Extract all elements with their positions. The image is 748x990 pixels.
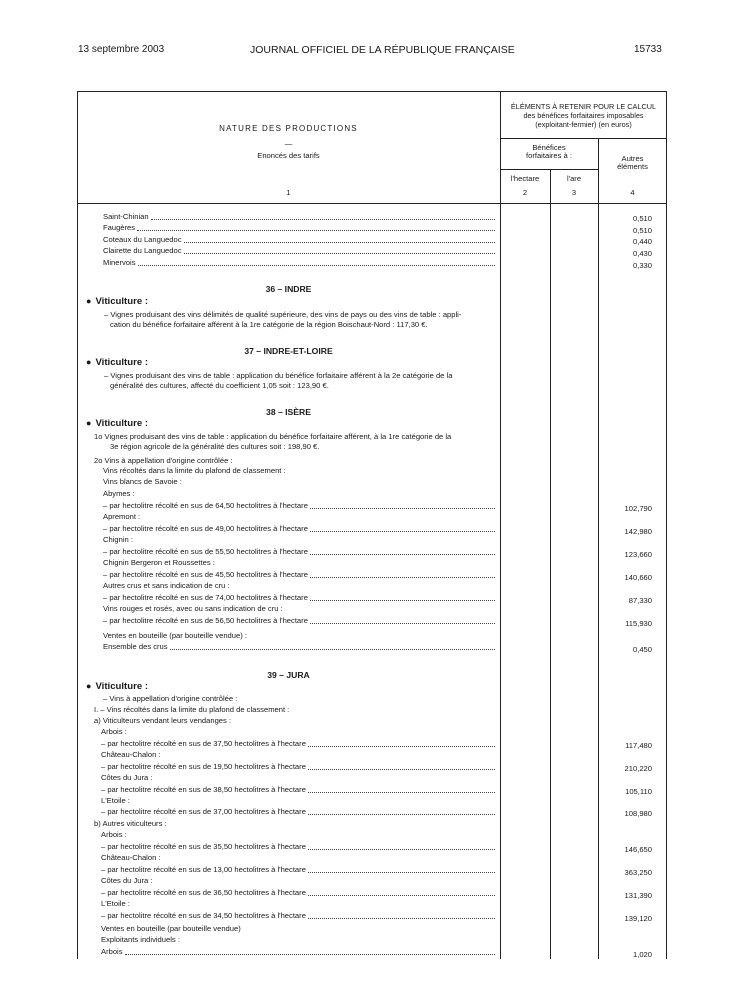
list-item: – par hectolitre récolté en sus de 56,50 hectolitres à l'hectare [103, 616, 497, 626]
wine-name: Chignin : [103, 535, 133, 544]
wine-name: Chignin Bergeron et Roussettes : [103, 558, 215, 567]
list-item: Ensemble des crus [103, 642, 497, 652]
row-value: 0,510 [632, 214, 652, 223]
paragraph-line: b) Autres viticulteurs : [94, 819, 167, 828]
section-title-jura: 39 – JURA [267, 670, 310, 680]
wine-name: Abymes : [103, 489, 135, 498]
bullet-icon: ● [86, 418, 92, 428]
column-rule-1 [500, 91, 501, 959]
autres-heading-1: Autres [621, 154, 644, 163]
autres-heading-2: éléments [617, 162, 648, 171]
column-2-number: 2 [522, 188, 528, 197]
category-viticulture: ● Viticulture : [86, 296, 149, 307]
row-value: 0,450 [632, 645, 652, 654]
row-value: 139,120 [624, 914, 652, 923]
list-item: Faugères [103, 223, 497, 233]
elements-heading-1: ÉLÉMENTS À RETENIR POUR LE CALCUL [510, 102, 657, 111]
list-item: – par hectolitre récolté en sus de 13,00 hectolitres à l'hectare [101, 865, 497, 875]
wine-name: Château-Chalon : [101, 853, 161, 862]
section-title-isere: 38 – ISÈRE [266, 407, 311, 417]
header-bottom-rule [77, 203, 667, 204]
header-page-number: 15733 [634, 44, 662, 55]
elements-rule [500, 138, 667, 139]
paragraph-line: Ventes en bouteille (par bouteille vendue) [101, 924, 241, 933]
row-value: 117,480 [625, 741, 652, 750]
paragraph-line: Vins récoltés dans la limite du plafond de classement : [103, 466, 286, 475]
list-item: Coteaux du Languedoc [103, 235, 497, 245]
wine-name: Côtes du Jura : [101, 773, 153, 782]
paragraph-line: a) Viticulteurs vendant leurs vendanges : [94, 716, 232, 725]
hectare-heading: l'hectare [510, 174, 540, 183]
wine-name: Arbois : [101, 727, 127, 736]
row-value: 105,110 [625, 787, 652, 796]
enonces-heading: Enoncés des tarifs [257, 151, 320, 160]
bullet-icon: ● [86, 357, 92, 367]
column-rule-2 [550, 169, 551, 959]
paragraph-line: – Vins à appellation d'origine contrôlée : [103, 694, 238, 703]
nature-dash: — [284, 139, 293, 148]
benefices-heading-2: forfaitaires à : [525, 151, 572, 160]
row-value: 363,250 [624, 868, 652, 877]
list-item: – par hectolitre récolté en sus de 34,50 hectolitres à l'hectare [101, 911, 497, 921]
section-title-indre: 36 – INDRE [265, 284, 312, 294]
row-value: 0,330 [632, 261, 652, 270]
section-title-indre-et-loire: 37 – INDRE-ET-LOIRE [244, 346, 333, 356]
paragraph-line: Ventes en bouteille (par bouteille vendue) : [103, 631, 247, 640]
elements-heading-2: des bénéfices forfaitaires imposables [523, 111, 644, 120]
header-journal-title: JOURNAL OFFICIEL DE LA RÉPUBLIQUE FRANÇAISE [250, 44, 515, 56]
list-item: – par hectolitre récolté en sus de 74,00 hectolitres à l'hectare [103, 593, 497, 603]
row-value: 1,020 [632, 950, 652, 959]
paragraph-line: 2o Vins à appellation d'origine contrôlée : [94, 456, 233, 465]
list-item: – par hectolitre récolté en sus de 49,00 hectolitres à l'hectare [103, 524, 497, 534]
list-item: – par hectolitre récolté en sus de 37,50 hectolitres à l'hectare [101, 739, 497, 749]
category-viticulture: ● Viticulture : [86, 418, 149, 429]
paragraph-line: 1o Vignes produisant des vins de table : application du bénéfice forfaitaire afférent, à la 1re catégorie de la [94, 432, 452, 441]
row-value: 131,390 [624, 891, 652, 900]
category-viticulture: ● Viticulture : [86, 357, 149, 368]
paragraph-line: cation du bénéfice forfaitaire afférent à la 1re catégorie de la région Boischaut-Nord : 117,30 €. [110, 320, 428, 329]
are-heading: l'are [566, 174, 582, 183]
wine-name: L'Etoile : [101, 796, 130, 805]
paragraph-line: – Vignes produisant des vins de table : application du bénéfice forfaitaire afférent à la 2e catégorie de la [104, 371, 453, 380]
list-item: – par hectolitre récolté en sus de 37,00 hectolitres à l'hectare [101, 807, 497, 817]
column-4-number: 4 [630, 188, 635, 197]
row-value: 0,430 [632, 249, 652, 258]
row-value: 102,790 [624, 504, 652, 513]
paragraph-line: 3e région agricole de la généralité des cultures soit : 198,90 €. [110, 442, 320, 451]
wine-name: Apremont : [103, 512, 141, 521]
nature-heading: NATURE DES PRODUCTIONS [219, 124, 358, 133]
header-date: 13 septembre 2003 [78, 44, 165, 55]
wine-name: Arbois : [101, 830, 127, 839]
category-viticulture: ● Viticulture : [86, 681, 149, 692]
list-item: – par hectolitre récolté en sus de 35,50 hectolitres à l'hectare [101, 842, 497, 852]
benefices-rule [500, 169, 598, 170]
row-value: 210,220 [624, 764, 652, 773]
row-value: 140,660 [624, 573, 652, 582]
column-3-number: 3 [571, 188, 577, 197]
row-value: 0,510 [632, 226, 652, 235]
row-value: 123,660 [624, 550, 652, 559]
list-item: – par hectolitre récolté en sus de 45,50 hectolitres à l'hectare [103, 570, 497, 580]
wine-name: L'Etoile : [101, 899, 130, 908]
list-item: Minervois [103, 258, 497, 268]
paragraph-line: Exploitants individuels : [101, 935, 180, 944]
benefices-heading-1: Bénéfices [532, 143, 566, 152]
list-item: – par hectolitre récolté en sus de 64,50 hectolitres à l'hectare [103, 501, 497, 511]
row-value: 146,650 [624, 845, 652, 854]
paragraph-line: Vins blancs de Savoie : [103, 477, 182, 486]
wine-name: Côtes du Jura : [101, 876, 153, 885]
row-value: 0,440 [632, 237, 652, 246]
row-value: 87,330 [628, 596, 652, 605]
paragraph-line: I. – Vins récoltés dans la limite du plafond de classement : [94, 705, 290, 714]
row-value: 142,980 [624, 527, 652, 536]
column-1-number: 1 [286, 188, 291, 197]
list-item: – par hectolitre récolté en sus de 19,50 hectolitres à l'hectare [101, 762, 497, 772]
bullet-icon: ● [86, 681, 92, 691]
list-item: – par hectolitre récolté en sus de 38,50 hectolitres à l'hectare [101, 785, 497, 795]
list-item: – par hectolitre récolté en sus de 55,50 hectolitres à l'hectare [103, 547, 497, 557]
wine-name: Château-Chalon : [101, 750, 161, 759]
wine-name: Autres crus et sans indication de cru : [103, 581, 230, 590]
list-item: Clairette du Languedoc [103, 246, 497, 256]
row-value: 108,980 [624, 809, 652, 818]
list-item: Saint-Chinian [103, 212, 497, 222]
wine-name: Vins rouges et rosés, avec ou sans indication de cru : [103, 604, 283, 613]
paragraph-line: généralité des cultures, affecté du coefficient 1,05 soit : 123,90 €. [110, 381, 329, 390]
bullet-icon: ● [86, 296, 92, 306]
paragraph-line: – Vignes produisant des vins délimités de qualité supérieure, des vins de pays ou des vins de table : appli- [104, 310, 462, 319]
elements-heading-3: (exploitant-fermier) (en euros) [535, 120, 632, 129]
list-item: – par hectolitre récolté en sus de 36,50 hectolitres à l'hectare [101, 888, 497, 898]
row-value: 115,930 [625, 619, 652, 628]
list-item: Arbois [101, 947, 497, 957]
